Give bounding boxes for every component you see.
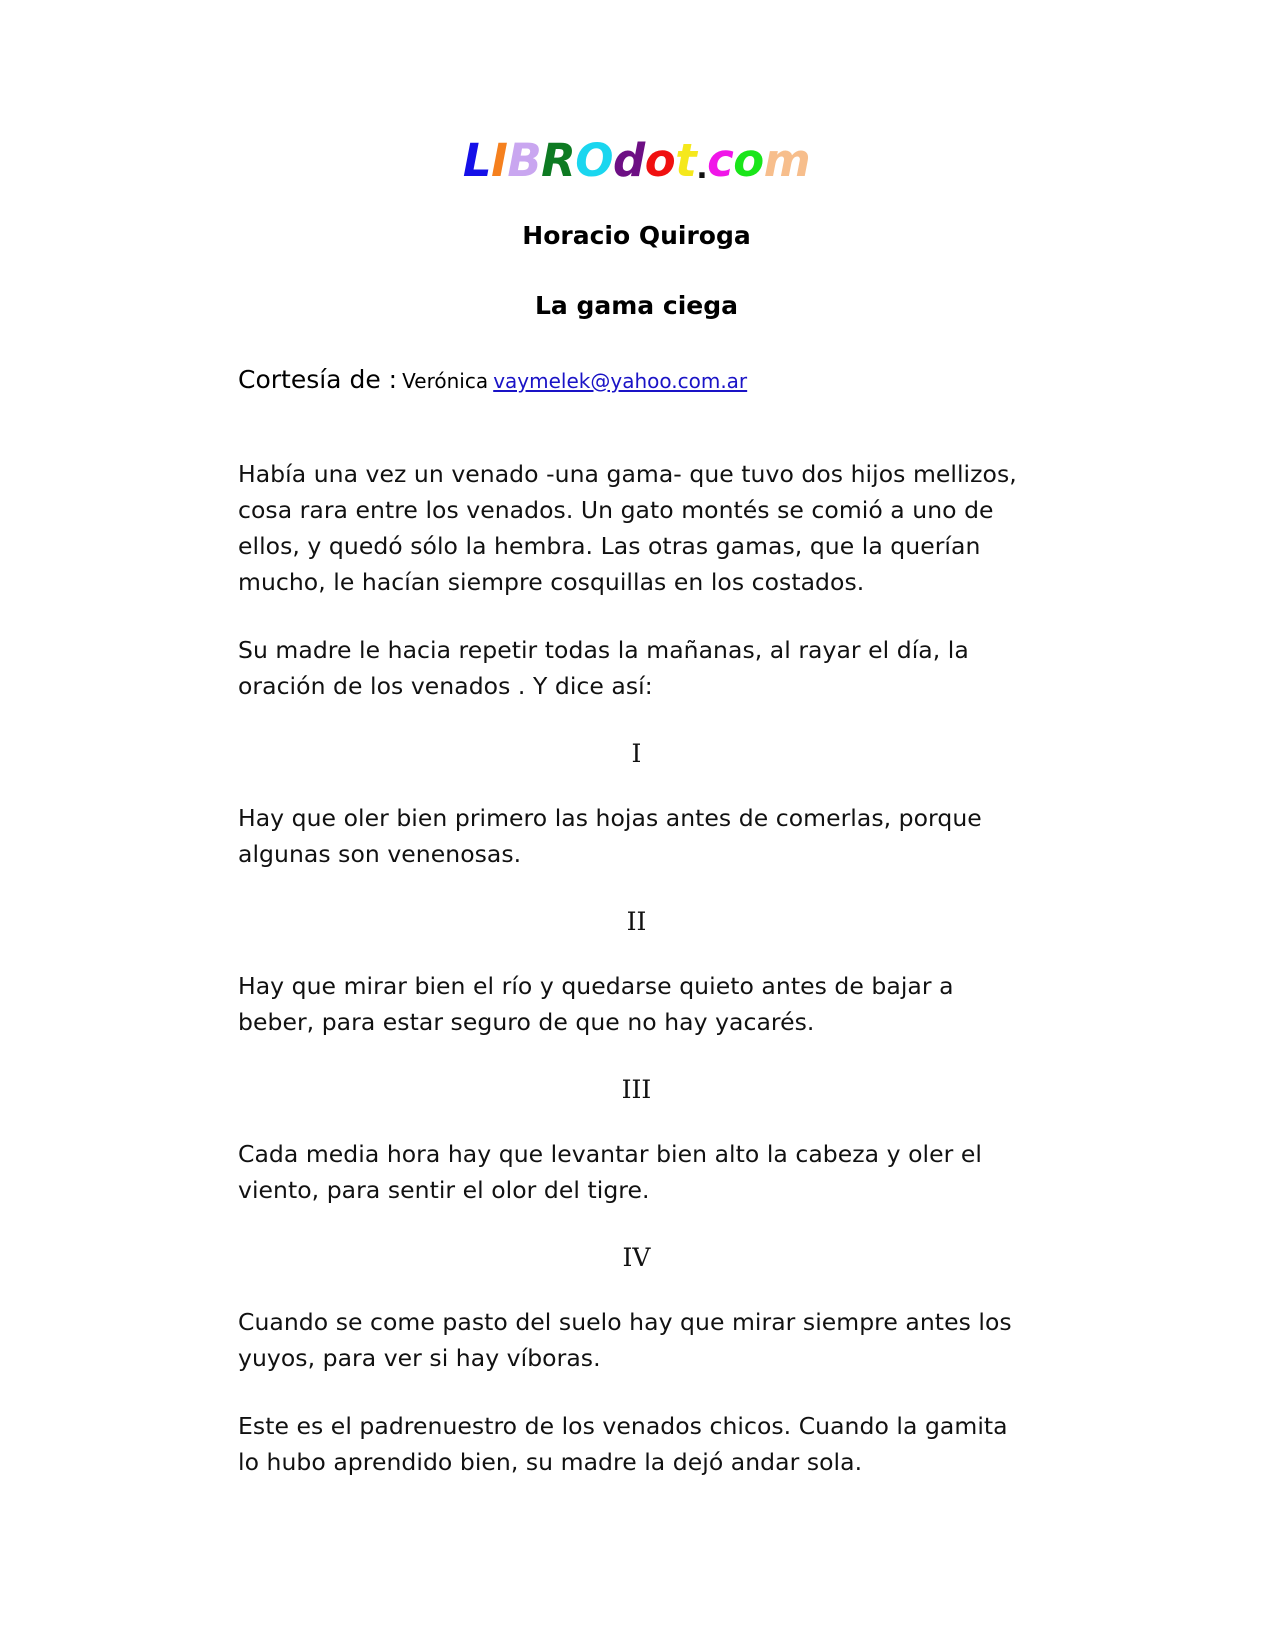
- logo-letter-11: m: [763, 134, 811, 187]
- body-paragraph: Cuando se come pasto del suelo hay que mirar siempre antes los yuyos, para ver si hay víboras.: [238, 1308, 1012, 1372]
- courtesy-line: [238, 364, 1035, 397]
- body-paragraph: Hay que oler bien primero las hojas antes de comerlas, porque algunas son venenosas.: [238, 804, 982, 868]
- logo-letter-10: o: [733, 134, 764, 187]
- logo-letter-6: o: [644, 134, 676, 187]
- section-numeral: II: [626, 907, 647, 936]
- logo-letter-0: L: [462, 134, 492, 187]
- courtesy-contributor-name: Verónica: [402, 368, 489, 393]
- logo-letter-1: I: [491, 134, 508, 187]
- page-title: La gama ciega: [534, 291, 738, 321]
- courtesy-label: Cortesía de :: [238, 364, 398, 394]
- author-heading: Horacio Quiroga: [522, 221, 751, 250]
- courtesy-email-link[interactable]: vaymelek@yahoo.com.ar: [493, 368, 748, 393]
- logo-letter-5: d: [613, 134, 645, 187]
- logo-header: [238, 0, 1035, 187]
- body-paragraph: Cada media hora hay que levantar bien alto la cabeza y oler el viento, para sentir el olor del tigre.: [238, 1140, 982, 1204]
- document-body: [238, 456, 1035, 1480]
- logo-letter-7: t: [675, 134, 697, 187]
- body-paragraph: Había una vez un venado -una gama- que tuvo dos hijos mellizos, cosa rara entre los venados. Un gato montés se comió a uno de ellos, y quedó sólo la hembra. Las otras gamas, que la querían mucho, le hacían siempre cosquillas en los costados.: [238, 460, 1017, 596]
- logo-letter-4: O: [575, 134, 614, 187]
- logo-letter-2: B: [507, 134, 542, 187]
- section-numeral: IV: [622, 1243, 651, 1272]
- logo-letter-9: c: [707, 134, 734, 187]
- body-paragraph: Su madre le hacia repetir todas la mañanas, al rayar el día, la oración de los venados . Y dice así:: [238, 636, 969, 700]
- body-paragraph: Hay que mirar bien el río y quedarse quieto antes de bajar a beber, para estar seguro de que no hay yacarés.: [238, 972, 954, 1036]
- logo-letter-8: .: [696, 151, 708, 186]
- section-numeral: I: [631, 739, 642, 768]
- body-paragraph: Este es el padrenuestro de los venados chicos. Cuando la gamita lo hubo aprendido bien, su madre la dejó andar sola.: [238, 1412, 1008, 1476]
- section-numeral: III: [621, 1075, 652, 1104]
- librodot-logo[interactable]: [462, 134, 811, 187]
- logo-letter-3: R: [541, 134, 576, 187]
